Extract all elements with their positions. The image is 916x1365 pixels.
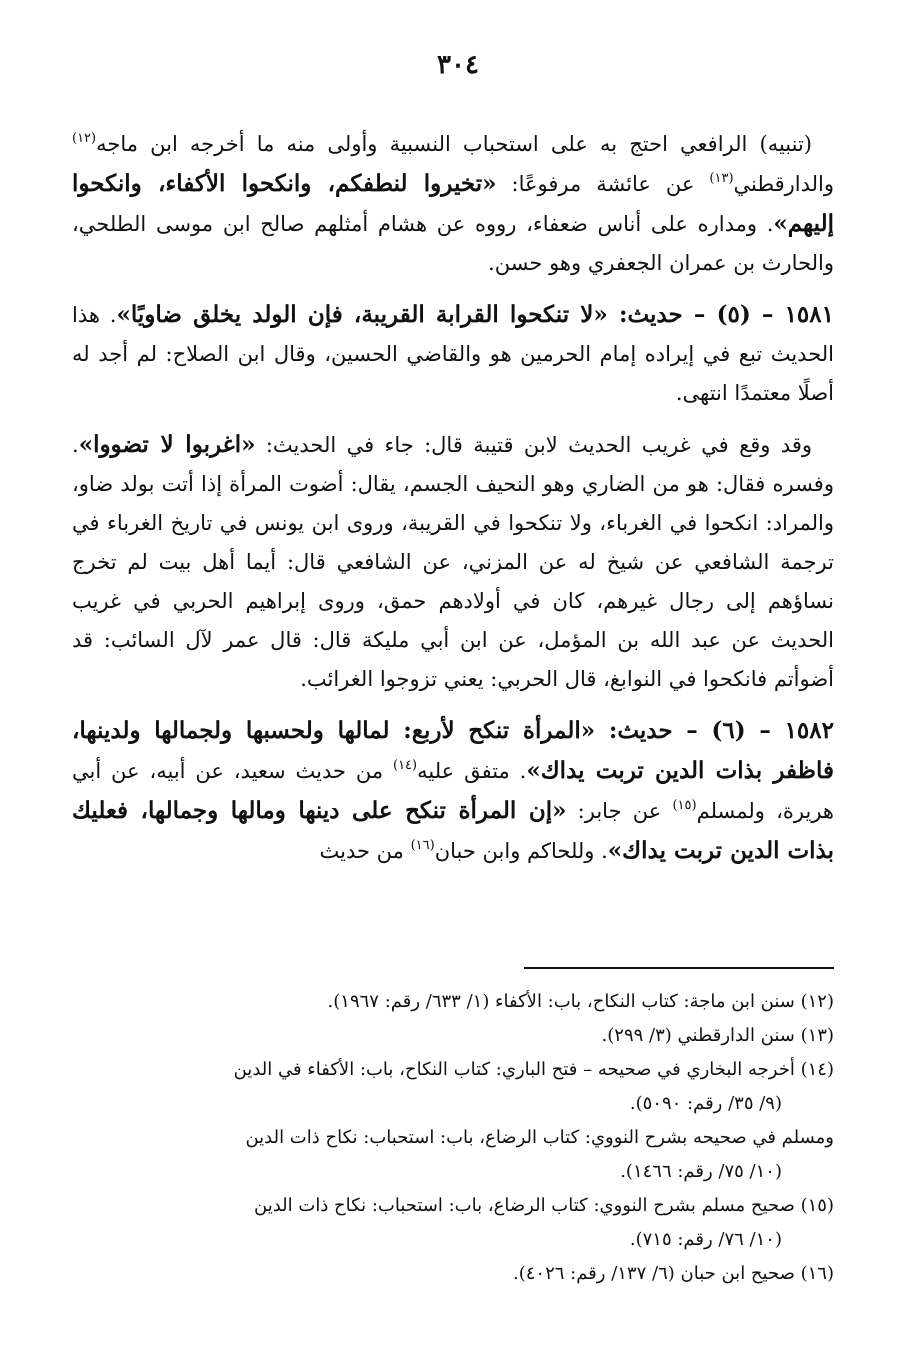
text-run: . هذا الحديث تبع في إيراده إمام الحرمين هو والقاضي الحسين، وقال ابن الصلاح: لم أجد له أصلًا معتمدًا انتهى. xyxy=(72,303,834,405)
footnote-14: (١٤) أخرجه البخاري في صحيحه – فتح الباري: كتاب النكاح، باب: الأكفاء في الدين xyxy=(233,1059,834,1080)
footnote-14-muslim-continued: (١٠/ ٧٥/ رقم: ١٤٦٦). xyxy=(620,1161,782,1182)
text-run: والدارقطني xyxy=(733,172,834,196)
text-run: من حديث سعيد، عن أبيه، عن أبي هريرة، ولمسلم xyxy=(72,759,834,823)
hadith-1582 xyxy=(72,711,834,871)
footnotes xyxy=(72,985,834,1291)
footnote-divider xyxy=(524,967,834,969)
text-run: . متفق عليه xyxy=(417,759,527,783)
footnote-13: (١٣) سنن الدارقطني (٣/ ٢٩٩). xyxy=(601,1025,834,1046)
footnote-ref: (١٦) xyxy=(410,838,435,853)
hadith-quote: «تخيروا لنطفكم، وانكحوا الأكفاء، وانكحوا إليهم» xyxy=(72,170,834,237)
hadith-heading: ١٥٨٢ – (٦) – حديث: «المرأة تنكح لأربع: لمالها ولحسبها ولجمالها ولدينها، فاظفر بذات الدين تربت يداك» xyxy=(72,717,834,784)
text-run: . وللحاكم وابن حبان xyxy=(434,839,608,863)
paragraph-gharib xyxy=(72,425,834,699)
footnote-ref: (١٥) xyxy=(672,798,697,813)
text-run: عن جابر: xyxy=(566,799,673,823)
text-run: . ومداره على أناس ضعفاء، رووه عن هشام أمثلهم صالح ابن موسى الطلحي، والحارث بن عمران الجعفري وهو حسن. xyxy=(72,212,834,275)
footnote-14-muslim: ومسلم في صحيحه بشرح النووي: كتاب الرضاع، باب: استحباب: نكاح ذات الدين xyxy=(245,1127,834,1148)
text-run: وقد وقع في غريب الحديث لابن قتيبة قال: جاء في الحديث: xyxy=(255,433,812,457)
footnote-ref: (١٣) xyxy=(709,171,734,186)
hadith-quote: «اغربوا لا تضووا» xyxy=(78,431,256,458)
text-run: عن عائشة مرفوعًا: xyxy=(496,172,710,196)
text-run: (تنبيه) الرافعي احتج به على استحباب النسبية وأولى منه ما أخرجه ابن ماجه xyxy=(96,132,812,156)
hadith-1581 xyxy=(72,295,834,413)
footnote-ref: (١٢) xyxy=(72,131,97,146)
paragraph-tanbih xyxy=(72,125,834,283)
footnote-16: (١٦) صحيح ابن حبان (٦/ ١٣٧/ رقم: ٤٠٢٦). xyxy=(512,1263,834,1284)
text-run: من حديث xyxy=(319,839,411,863)
text-run: . وفسره فقال: هو من الضاري وهو النحيف الجسم، يقال: أضوت المرأة إذا أتت بولد ضاو، والمراد: انكحوا في الغرباء، ولا تنكحوا في القريبة، وروى ابن يونس في تاريخ الغرباء في ترجمة الشافعي عن شيخ له عن المزني، عن الشافعي قال: أيما أهل بيت لم تخرج نساؤهم إلى رجال غيرهم، كان في أولادهم حمق، وروى إبراهيم الحربي في غريب الحديث عن عبد الله بن المؤمل، عن ابن أبي مليكة قال: قال عمر لآل السائب: قد أضوأتم فانكحوا في النوابغ، قال الحربي: يعني تزوجوا الغرائب. xyxy=(72,433,834,691)
hadith-quote: «إن المرأة تنكح على دينها ومالها وجمالها، فعليك بذات الدين تربت يداك» xyxy=(72,797,834,864)
page-number: ٣٠٤ xyxy=(437,50,479,80)
footnote-12: (١٢) سنن ابن ماجة: كتاب النكاح، باب: الأكفاء (١/ ٦٣٣/ رقم: ١٩٦٧). xyxy=(327,991,834,1012)
main-text xyxy=(72,125,834,883)
footnote-15-continued: (١٠/ ٧٦/ رقم: ٧١٥). xyxy=(629,1229,782,1250)
footnote-ref: (١٤) xyxy=(392,758,418,773)
footnote-15: (١٥) صحيح مسلم بشرح النووي: كتاب الرضاع، باب: استحباب: نكاح ذات الدين xyxy=(254,1195,834,1216)
hadith-heading: ١٥٨١ – (٥) – حديث: «لا تنكحوا القرابة القريبة، فإن الولد يخلق ضاويًا» xyxy=(116,301,834,328)
footnote-14-continued: (٩/ ٣٥/ رقم: ٥٠٩٠). xyxy=(629,1093,782,1114)
